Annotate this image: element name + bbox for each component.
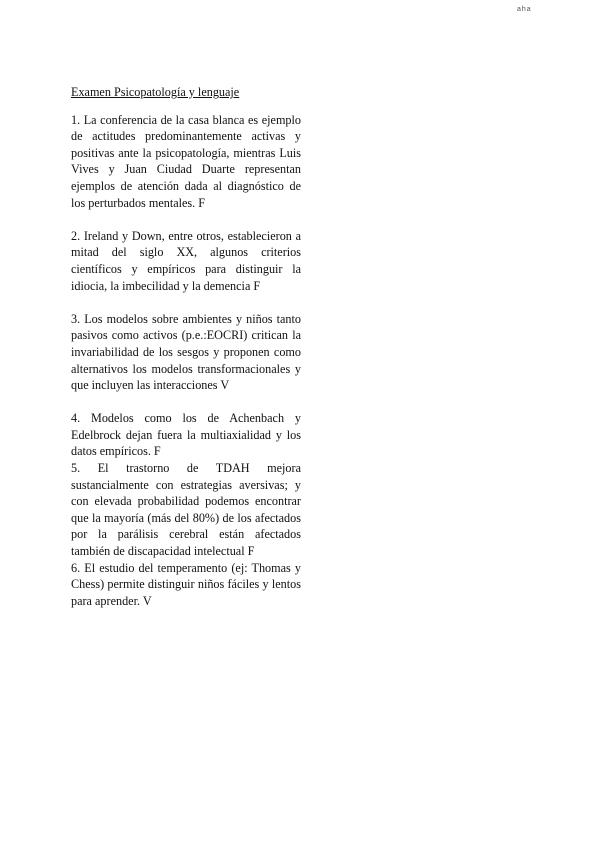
question-4: 4. Modelos como los de Achenbach y Edelbrock dejan fuera la multiaxialidad y los datos empíricos. F [71,411,301,459]
question-6: 6. El estudio del temperamento (ej: Thomas y Chess) permite distinguir niños fáciles y lentos para aprender. V [71,560,301,608]
paragraph-gap [71,394,301,411]
paragraph-gap [71,294,301,311]
header-mark: aha [517,6,532,13]
question-1: 1. La conferencia de la casa blanca es ejemplo de actitudes predominantemente activas y positivas ante la psicopatología, mientras Luis Vives y Juan Ciudad Duarte representan ejemplos de atención dada al diagnóstico de los perturbados mentales. F [71,112,301,210]
question-2: 2. Ireland y Down, entre otros, establecieron a mitad del siglo XX, algunos criterios científicos y empíricos para distinguir la idiocia, la imbecilidad y la demencia F [71,228,301,293]
question-5: 5. El trastorno de TDAH mejora sustancialmente con estrategias aversivas; y con elevada probabilidad podemos encontrar que la mayoría (más del 80%) de los afectados por la parálisis cerebral están afectados también de discapacidad intelectual F [71,461,301,559]
document-title: Examen Psicopatología y lenguaje [71,85,240,99]
question-3: 3. Los modelos sobre ambientes y niños tanto pasivos como activos (p.e.:EOCRI) critican la invariabilidad de los sesgos y proponen como alternativos los modelos transformacionales y que incluyen las interacciones V [71,311,301,393]
exam-document [71,84,301,609]
paragraph-gap [71,211,301,228]
